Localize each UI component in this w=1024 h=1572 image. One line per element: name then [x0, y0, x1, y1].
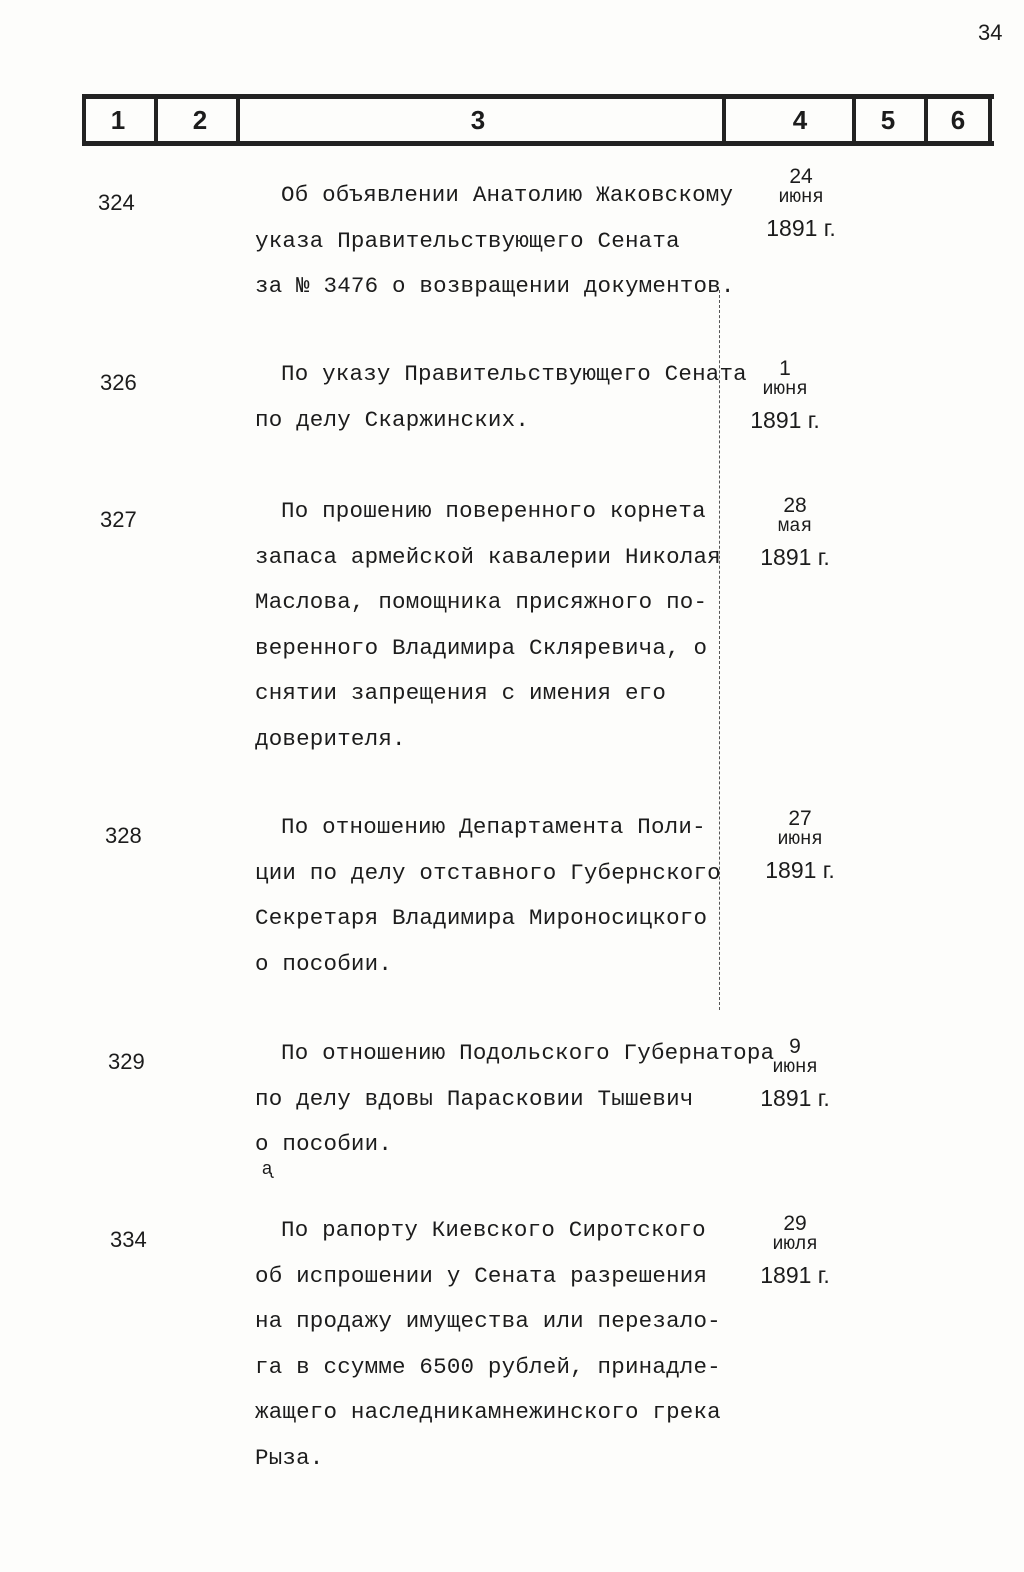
column-header-bar — [82, 94, 994, 146]
entry-text — [255, 489, 721, 762]
entry-line: Рыза. — [255, 1444, 324, 1471]
entry-text — [255, 173, 735, 310]
entry-line: о пособии. — [255, 1131, 393, 1157]
entry-line: о пособии. — [255, 950, 393, 977]
column-divider — [236, 95, 240, 145]
column-divider — [852, 95, 856, 145]
entry-line: По отношению Подольского Губернатора — [281, 1040, 775, 1066]
date-month: июня — [772, 1056, 818, 1078]
date-year: 1891 г. — [765, 857, 835, 883]
entry-line: указа Правительствующего Сената — [255, 227, 680, 254]
entry-date — [746, 166, 856, 240]
date-month: июня — [762, 378, 808, 400]
date-day: 28 — [783, 494, 807, 517]
entry-line: По отношению Департамента Поли- — [281, 814, 706, 840]
date-day: 27 — [788, 807, 812, 830]
column-header-3: 3 — [470, 105, 486, 135]
entry-line: по делу Скаржинских. — [255, 406, 530, 433]
date-year: 1891 г. — [760, 1085, 830, 1111]
entry-number: 334 — [110, 1227, 147, 1252]
date-day: 29 — [783, 1212, 807, 1235]
column-header-4: 4 — [792, 105, 808, 135]
entry-date — [730, 358, 840, 432]
entry-line: По прошению поверенного корнета — [281, 498, 706, 524]
entry-number: 326 — [100, 370, 137, 395]
entry-line: за № 3476 о возвращении документов. — [255, 273, 735, 299]
entry-line: снятии запрещения с имения его — [255, 680, 667, 706]
entry-number: 327 — [100, 507, 137, 532]
column-divider — [988, 95, 992, 145]
entry-line: доверителя. — [255, 725, 406, 752]
column-header-6: 6 — [950, 105, 966, 135]
entry-text — [255, 805, 721, 987]
column-header-1: 1 — [110, 105, 126, 135]
column-divider — [154, 95, 158, 145]
entry-line: ции по делу отставного Губернского — [255, 859, 721, 886]
entry-date — [740, 495, 850, 569]
date-month: июня — [778, 186, 824, 208]
date-year: 1891 г. — [750, 407, 820, 433]
entry-line: По рапорту Киевского Сиротского — [281, 1217, 706, 1243]
entry-line: по делу вдовы Парасковии Тышевич — [255, 1085, 694, 1112]
date-year: 1891 г. — [766, 215, 836, 241]
entry-line: веренного Владимира Скляревича, о — [255, 634, 708, 661]
entry-number: 324 — [98, 190, 135, 215]
entry-line: По указу Правительствующего Сената — [281, 361, 747, 387]
column-header-2: 2 — [192, 105, 208, 135]
date-day: 24 — [789, 165, 813, 188]
entry-line: об испрошении у Сената разрешения — [255, 1262, 708, 1289]
entry-number: 329 — [108, 1049, 145, 1074]
entry-date — [740, 1213, 850, 1287]
date-month: мая — [777, 515, 813, 537]
entry-line: Секретаря Владимира Мироносицкого — [255, 905, 708, 931]
column-divider — [722, 95, 726, 145]
entry-date — [745, 808, 855, 882]
entry-line: жащего наследникамнежинского грека — [255, 1399, 721, 1425]
entry-date — [740, 1036, 850, 1110]
entry-text — [255, 1031, 774, 1168]
entry-line: запаса армейской кавалерии Николая — [255, 543, 721, 570]
column-divider — [924, 95, 928, 145]
date-month: июля — [772, 1233, 818, 1255]
handwritten-mark: ᶏ — [262, 1160, 273, 1180]
date-year: 1891 г. — [760, 1262, 830, 1288]
entry-number: 328 — [105, 823, 142, 848]
date-day: 9 — [789, 1035, 801, 1058]
entry-text — [255, 1208, 721, 1481]
page-number: 34 — [978, 20, 1003, 45]
column-header-5: 5 — [880, 105, 896, 135]
date-month: июня — [777, 828, 823, 850]
entry-line: га в ссумме 6500 рублей, принадле- — [255, 1353, 721, 1380]
date-day: 1 — [779, 357, 791, 380]
entry-line: на продажу имущества или перезало- — [255, 1308, 721, 1334]
column-divider — [82, 95, 86, 145]
entry-line: Маслова, помощника присяжного по- — [255, 589, 708, 615]
entry-line: Об объявлении Анатолию Жаковскому — [281, 182, 734, 208]
entry-text — [255, 352, 747, 443]
date-year: 1891 г. — [760, 544, 830, 570]
